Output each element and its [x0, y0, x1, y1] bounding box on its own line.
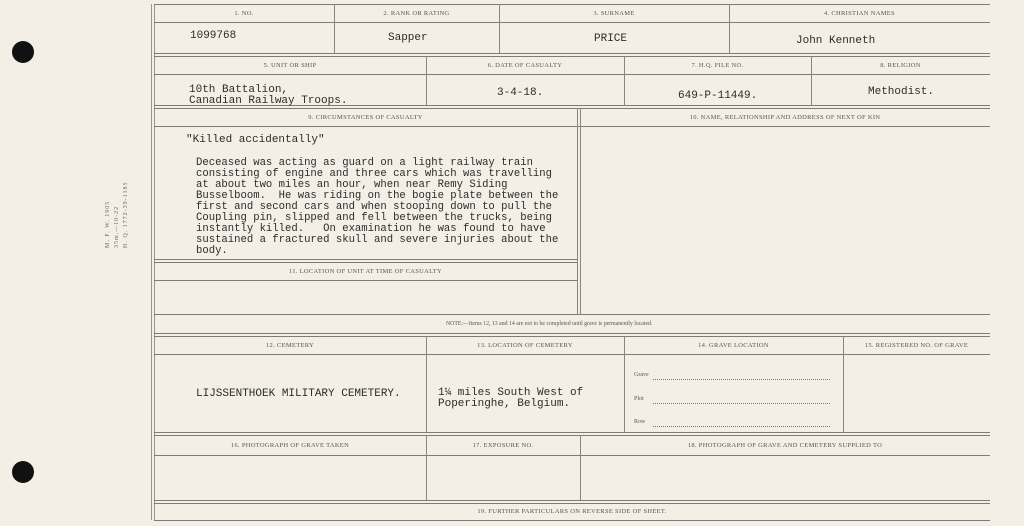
form-code: [104, 182, 131, 248]
rule: [154, 503, 990, 504]
rule: [154, 126, 990, 127]
label-rank: 2. RANK OR RATING: [383, 10, 450, 17]
rule: [154, 336, 990, 337]
rule: [154, 280, 577, 281]
rule: [154, 74, 990, 75]
rule: [154, 520, 990, 521]
rule: [154, 435, 990, 436]
rule: [154, 108, 990, 109]
value-no: 1099768: [190, 30, 237, 42]
label-photograph-supplied: 18. PHOTOGRAPH OF GRAVE AND CEMETERY SUPPLIED TO: [687, 442, 883, 449]
rule: [426, 336, 427, 432]
value-location-line-2: Poperinghe, Belgium.: [438, 398, 571, 410]
row-field-label: Row: [634, 419, 646, 425]
value-unit-line-2: Canadian Railway Troops.: [189, 95, 348, 107]
rule: [580, 108, 581, 314]
rule: [154, 333, 990, 334]
label-photograph-taken: 16. PHOTOGRAPH OF GRAVE TAKEN: [230, 442, 350, 449]
rule: [624, 336, 625, 432]
label-cemetery: 12. CEMETERY: [265, 342, 315, 349]
form-code-line-1: M. F. W. 1905: [105, 200, 111, 248]
rule: [154, 4, 990, 5]
value-unit-line-1: 10th Battalion,: [189, 84, 289, 96]
label-exposure-no: 17. EXPOSURE NO.: [472, 442, 534, 449]
row-field-line: [653, 425, 830, 427]
rule: [154, 53, 990, 54]
note-text: NOTE:—Items 12, 13 and 14 are not to be completed until grave is permanently located.: [446, 321, 653, 327]
label-further-particulars: 19. FURTHER PARTICULARS ON REVERSE SIDE OF SHEET.: [477, 508, 667, 515]
value-location-line-1: 1¼ miles South West of: [438, 387, 584, 399]
rule: [154, 354, 990, 355]
value-hq-file: 649-P-11449.: [678, 90, 758, 102]
label-surname: 3. SURNAME: [593, 10, 635, 17]
form-code-line-3: H. Q. 1772-39-1185: [123, 181, 129, 248]
rule: [154, 314, 990, 315]
circumstances-heading: "Killed accidentally": [186, 134, 325, 146]
rule: [843, 336, 844, 432]
rule: [154, 56, 990, 57]
label-unit: 5. UNIT OR SHIP: [263, 62, 317, 69]
label-location-of-cemetery: 13. LOCATION OF CEMETERY: [477, 342, 573, 349]
value-date: 3-4-18.: [497, 87, 544, 99]
label-registered-no: 15. REGISTERED NO. OF GRAVE: [864, 342, 969, 349]
plot-field-line: [653, 402, 830, 404]
label-hq-file: 7. H.Q. FILE NO.: [691, 62, 744, 69]
form-code-line-2: 35m.—10-22: [114, 205, 120, 248]
rule: [154, 259, 577, 260]
circumstances-body: Deceased was acting as guard on a light railway train consisting of engine and three cars which was travelling at about two miles an hour, when near Remy Siding Busselboom. He was riding on the bogie plate between the first and second cars and when stooping down to pull the Coupling pin, slipped and fell between the trucks, being instantly killed. On examination he was found to have sustained a fractured skull and severe injuries about the body.: [196, 157, 559, 257]
rule: [154, 262, 577, 263]
label-christian-names: 4. CHRISTIAN NAMES: [824, 10, 895, 17]
punch-hole-top: [12, 41, 34, 63]
label-circumstances: 9. CIRCUMSTANCES OF CASUALTY: [308, 114, 423, 121]
label-date: 6. DATE OF CASUALTY: [487, 62, 563, 69]
margin-line: [151, 4, 152, 520]
rule: [577, 108, 578, 314]
rule: [154, 500, 990, 501]
label-no: 1. NO.: [234, 10, 254, 17]
rule: [154, 22, 990, 23]
label-grave-location: 14. GRAVE LOCATION: [698, 342, 769, 349]
grave-field-line: [653, 378, 830, 380]
label-religion: 8. RELIGION: [880, 62, 921, 69]
label-next-of-kin: 10. NAME, RELATIONSHIP AND ADDRESS OF NEXT OF KIN: [689, 114, 881, 121]
grave-field-label: Grave: [634, 372, 649, 378]
value-cemetery: LIJSSENTHOEK MILITARY CEMETERY.: [196, 388, 401, 400]
plot-field-label: Plot: [634, 396, 644, 402]
rule: [154, 455, 990, 456]
value-religion: Methodist.: [868, 86, 935, 98]
rule: [154, 432, 990, 433]
punch-hole-bottom: [12, 461, 34, 483]
value-christian-names: John Kenneth: [796, 35, 876, 47]
value-surname: PRICE: [594, 33, 628, 45]
value-rank: Sapper: [388, 32, 428, 44]
label-location-of-unit: 11. LOCATION OF UNIT AT TIME OF CASUALTY: [288, 268, 443, 275]
